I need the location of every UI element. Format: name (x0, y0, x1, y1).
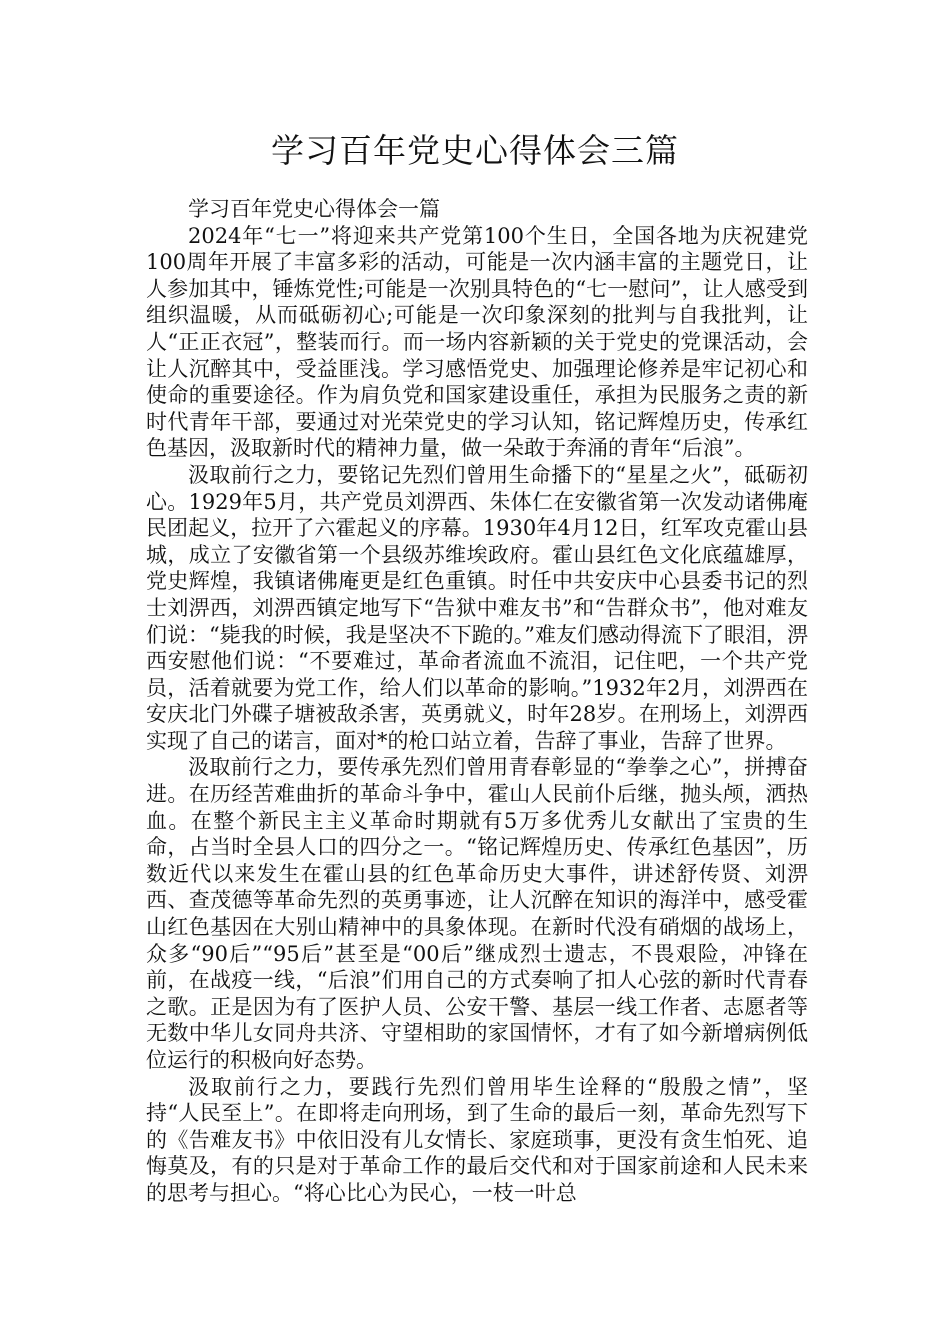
document-title: 学习百年党史心得体会三篇 (271, 131, 679, 170)
paragraph-4: 汲取前行之力，要践行先烈们曾用毕生诠释的“殷殷之情”，坚持“人民至上”。在即将走向刑场，到了生命的最后一刻，革命先烈写下的《告难友书》中依旧没有儿女情长、家庭琐事，更没有贪生怕死、追悔莫及，有的只是对于革命工作的最后交代和对于国家前途和人民未来的思考与担心。“将心比心为民心，一枝一叶总 (146, 1074, 808, 1205)
paragraph-3: 汲取前行之力，要传承先烈们曾用青春彰显的“拳拳之心”，拼搏奋进。在历经苦难曲折的革命斗争中，霍山人民前仆后继，抛头颅，洒热血。在整个新民主主义革命时期就有5万多优秀儿女献出了宝贵的生命，占当时全县人口的四分之一。“铭记辉煌历史、传承红色基因”，历数近代以来发生在霍山县的红色革命历史大事件，讲述舒传贤、刘淠西、查茂德等革命先烈的英勇事迹，让人沉醉在知识的海洋中，感受霍山红色基因在大别山精神中的具象体现。在新时代没有硝烟的战场上，众多“90后”“95后”甚至是“00后”继成烈士遗志，不畏艰险，冲锋在前，在战疫一线，“后浪”们用自己的方式奏响了扣人心弦的新时代青春之歌。正是因为有了医护人员、公安干警、基层一线工作者、志愿者等无数中华儿女同舟共济、守望相助的家国情怀，才有了如今新增病例低位运行的积极向好态势。 (146, 755, 808, 1072)
paragraph-1: 2024年“七一”将迎来共产党第100个生日，全国各地为庆祝建党100周年开展了丰富多彩的活动，可能是一次内涵丰富的主题党日，让人参加其中，锤炼党性;可能是一次别具特色的“七一慰问”，让人感受到组织温暖，从而砥砺初心;可能是一次印象深刻的批判与自我批判，让人“正正衣冠”，整装而行。而一场内容新颖的关于党史的党课活动，会让人沉醉其中，受益匪浅。学习感悟党史、加强理论修养是牢记初心和使命的重要途径。作为肩负党和国家建设重任，承担为民服务之责的新时代青年干部，要通过对光荣党史的学习认知，铭记辉煌历史，传承红色基因，汲取新时代的精神力量，做一朵敢于奔涌的青年“后浪”。 (146, 223, 808, 461)
section-subtitle: 学习百年党史心得体会一篇 (188, 197, 440, 221)
paragraph-2: 汲取前行之力，要铭记先烈们曾用生命播下的“星星之火”，砥砺初心。1929年5月，共产党员刘淠西、朱体仁在安徽省第一次发动诸佛庵民团起义，拉开了六霍起义的序幕。1930年4月12日，红军攻克霍山县城，成立了安徽省第一个县级苏维埃政府。霍山县红色文化底蕴雄厚，党史辉煌，我镇诸佛庵更是红色重镇。时任中共安庆中心县委书记的烈士刘淠西，刘淠西镇定地写下“告狱中难友书”和“告群众书”，他对难友们说：“毙我的时候，我是坚决不下跪的。”难友们感动得流下了眼泪，淠西安慰他们说：“不要难过，革命者流血不流泪，记住吧，一个共产党员，活着就要为党工作，给人们以革命的影响。”1932年2月，刘淠西在安庆北门外碟子塘被敌杀害，英勇就义，时年28岁。在刑场上，刘淠西实现了自己的诺言，面对*的枪口站立着，告辞了事业，告辞了世界。 (146, 462, 808, 753)
document-body (146, 196, 808, 1207)
